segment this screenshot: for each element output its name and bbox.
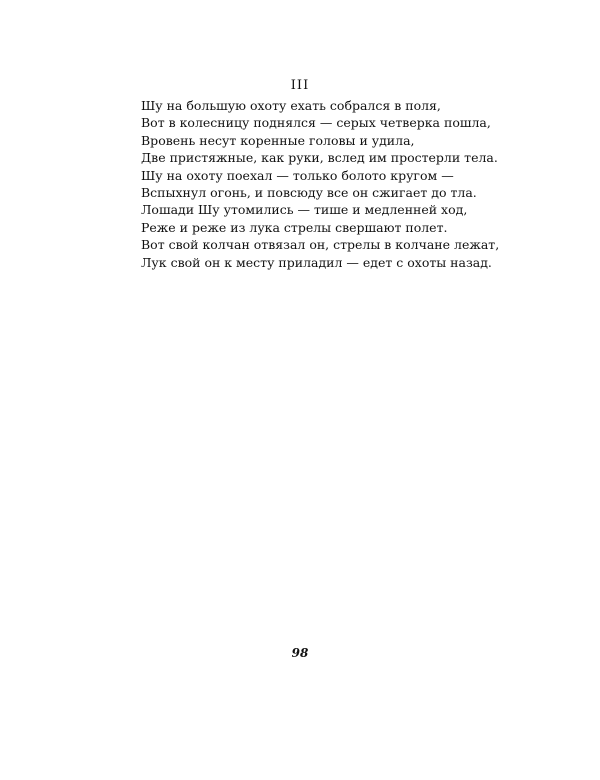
- poem-line: Две пристяжные, как руки, вслед им простерли тела.: [141, 150, 498, 166]
- poem-line: Вспыхнул огонь, и повсюду все он сжигает до тла.: [141, 184, 477, 200]
- poem-line: Шу на охоту поехал — только болото кругом —: [141, 167, 454, 183]
- poem-line: Вровень несут коренные головы и удила,: [141, 132, 415, 148]
- section-number: III: [290, 78, 310, 93]
- poem-line: Вот свой колчан отвязал он, стрелы в колчане лежат,: [141, 237, 500, 253]
- poem: [141, 97, 500, 271]
- poem-line: Лошади Шу утомились — тише и медленней ход,: [141, 202, 468, 218]
- poem-line: Шу на большую охоту ехать собрался в поля,: [141, 98, 441, 113]
- poem-line: Реже и реже из лука стрелы свершают полет.: [141, 219, 448, 235]
- poem-line: Лук свой он к месту приладил — едет с охоты назад.: [141, 254, 492, 270]
- poem-line: Вот в колесницу поднялся — серых четверка пошла,: [141, 115, 491, 131]
- page-number: 98: [291, 646, 309, 660]
